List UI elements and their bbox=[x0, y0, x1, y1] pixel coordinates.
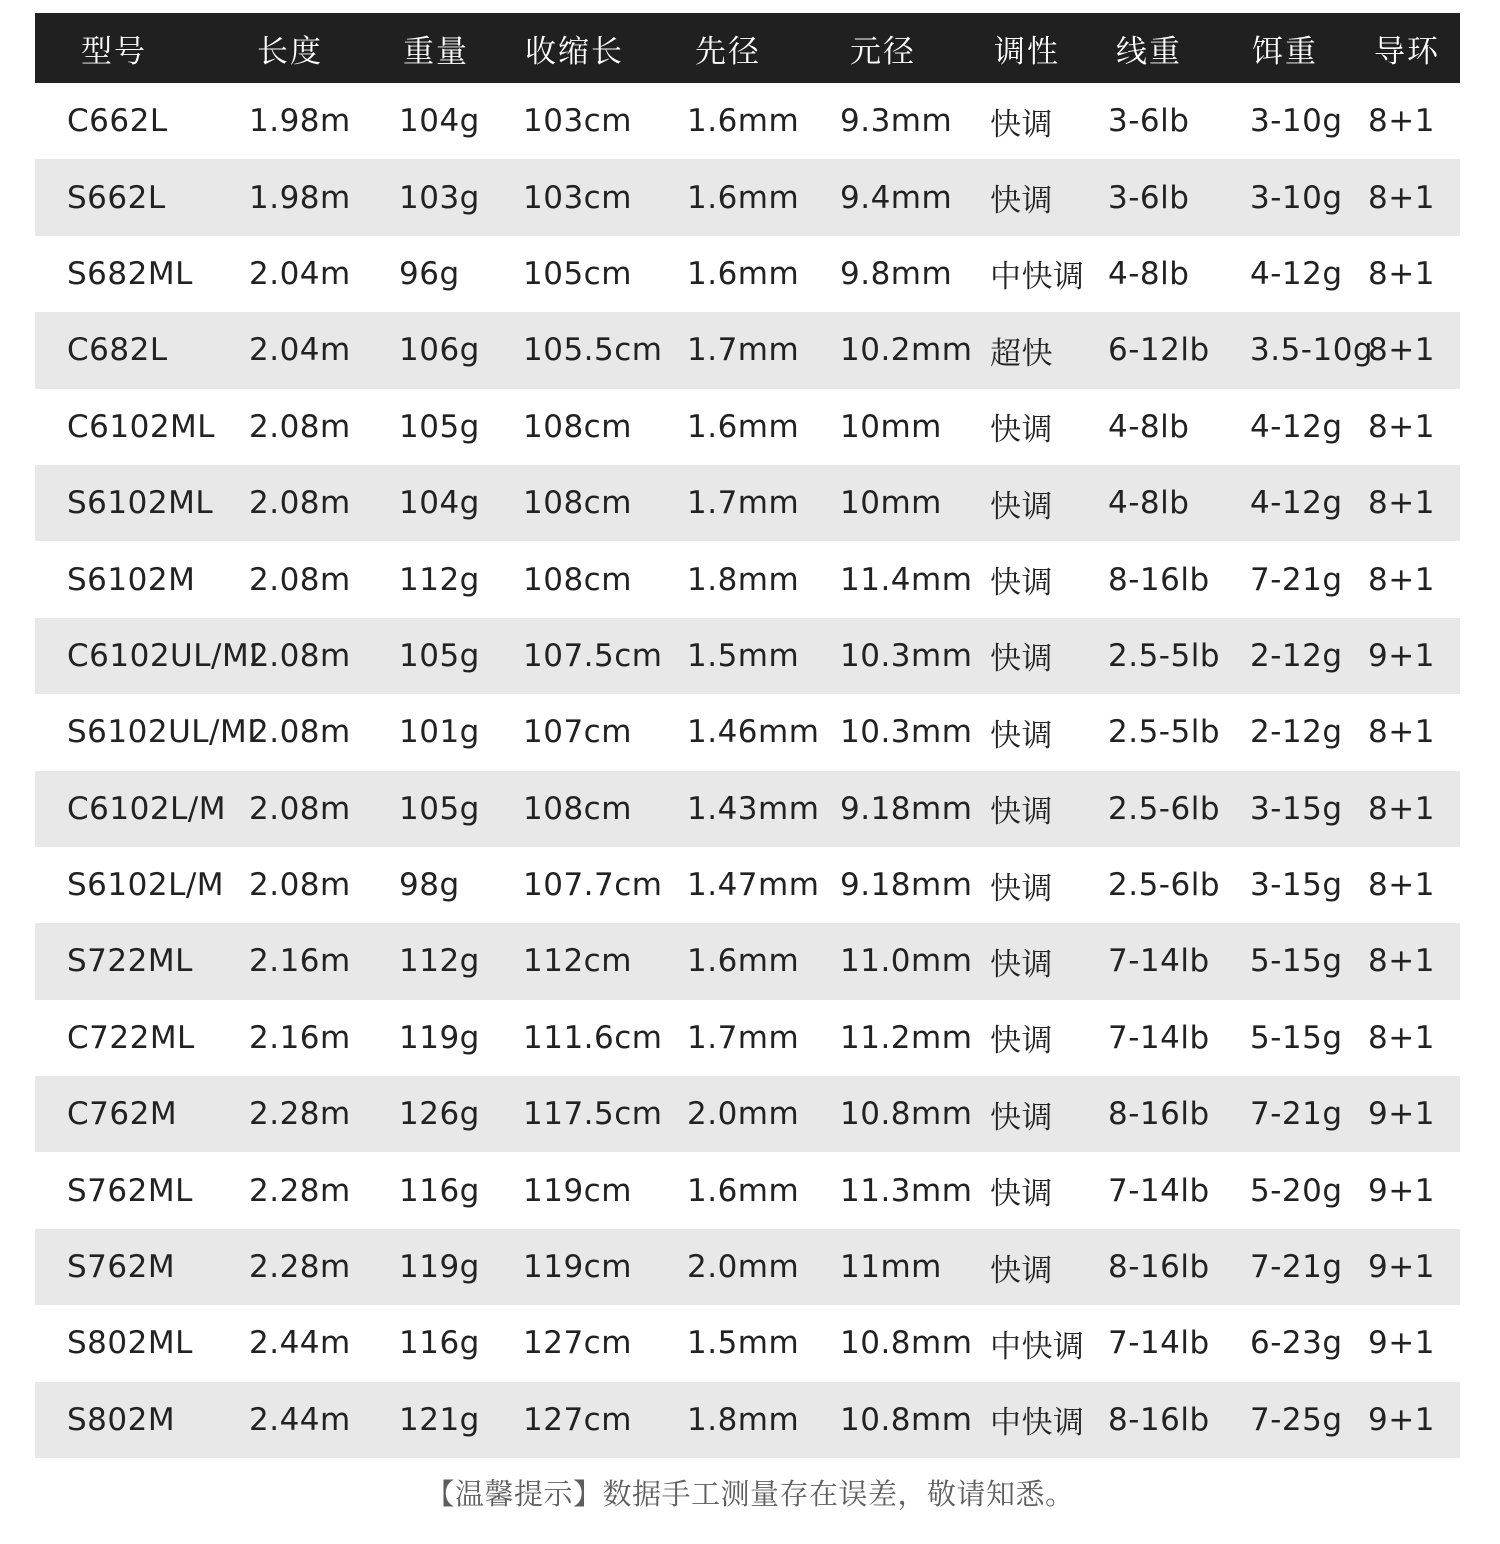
cell-guides: 8+1 bbox=[1368, 561, 1435, 598]
cell-weight: 105g bbox=[399, 790, 480, 827]
cell-lure-weight: 3-10g bbox=[1250, 103, 1343, 140]
cell-tip-diameter: 1.5mm bbox=[687, 637, 800, 674]
header-lure-weight: 饵重 bbox=[1252, 33, 1318, 70]
cell-butt-diameter: 10.8mm bbox=[840, 1096, 973, 1133]
cell-action: 快调 bbox=[990, 717, 1053, 754]
cell-lure-weight: 7-21g bbox=[1250, 1249, 1343, 1286]
cell-folded-length: 119cm bbox=[523, 1249, 632, 1286]
cell-guides: 8+1 bbox=[1368, 408, 1435, 445]
cell-line-weight: 4-8lb bbox=[1108, 255, 1190, 292]
cell-line-weight: 7-14lb bbox=[1108, 943, 1210, 980]
cell-action: 快调 bbox=[990, 183, 1053, 220]
cell-line-weight: 8-16lb bbox=[1108, 1096, 1210, 1133]
cell-butt-diameter: 10.8mm bbox=[840, 1325, 973, 1362]
cell-butt-diameter: 9.18mm bbox=[840, 867, 973, 904]
cell-model: C6102ML bbox=[67, 408, 216, 445]
cell-folded-length: 111.6cm bbox=[523, 1019, 663, 1056]
cell-folded-length: 108cm bbox=[523, 790, 632, 827]
cell-line-weight: 2.5-6lb bbox=[1108, 867, 1220, 904]
cell-lure-weight: 3.5-10g bbox=[1250, 332, 1374, 369]
table-row bbox=[35, 1000, 1460, 1076]
cell-folded-length: 127cm bbox=[523, 1401, 632, 1438]
cell-guides: 8+1 bbox=[1368, 943, 1435, 980]
cell-folded-length: 108cm bbox=[523, 561, 632, 598]
cell-length: 2.16m bbox=[249, 1019, 351, 1056]
cell-weight: 116g bbox=[399, 1172, 480, 1209]
cell-guides: 8+1 bbox=[1368, 1019, 1435, 1056]
cell-guides: 9+1 bbox=[1368, 1096, 1435, 1133]
cell-length: 2.28m bbox=[249, 1096, 351, 1133]
table-row bbox=[35, 771, 1460, 847]
cell-action: 快调 bbox=[990, 1099, 1053, 1136]
cell-guides: 9+1 bbox=[1368, 1249, 1435, 1286]
cell-length: 2.44m bbox=[249, 1401, 351, 1438]
cell-tip-diameter: 1.7mm bbox=[687, 332, 800, 369]
cell-butt-diameter: 10.2mm bbox=[840, 332, 973, 369]
cell-action: 中快调 bbox=[990, 259, 1085, 296]
cell-butt-diameter: 11.2mm bbox=[840, 1019, 973, 1056]
cell-line-weight: 7-14lb bbox=[1108, 1019, 1210, 1056]
cell-butt-diameter: 9.3mm bbox=[840, 103, 953, 140]
cell-length: 1.98m bbox=[249, 179, 351, 216]
cell-length: 2.16m bbox=[249, 943, 351, 980]
cell-action: 快调 bbox=[990, 1252, 1053, 1289]
table-row bbox=[35, 618, 1460, 694]
cell-guides: 8+1 bbox=[1368, 485, 1435, 522]
cell-weight: 105g bbox=[399, 408, 480, 445]
cell-action: 快调 bbox=[990, 488, 1053, 525]
table-row bbox=[35, 83, 1460, 159]
table-row bbox=[35, 159, 1460, 235]
cell-lure-weight: 3-15g bbox=[1250, 790, 1343, 827]
cell-line-weight: 4-8lb bbox=[1108, 485, 1190, 522]
cell-weight: 112g bbox=[399, 561, 480, 598]
cell-folded-length: 105cm bbox=[523, 255, 632, 292]
header-weight: 重量 bbox=[403, 33, 469, 70]
cell-folded-length: 119cm bbox=[523, 1172, 632, 1209]
cell-action: 快调 bbox=[990, 1023, 1053, 1060]
cell-folded-length: 103cm bbox=[523, 103, 632, 140]
cell-action: 快调 bbox=[990, 641, 1053, 678]
cell-guides: 8+1 bbox=[1368, 790, 1435, 827]
cell-weight: 105g bbox=[399, 637, 480, 674]
table-row bbox=[35, 923, 1460, 999]
cell-butt-diameter: 10.3mm bbox=[840, 637, 973, 674]
cell-length: 2.08m bbox=[249, 867, 351, 904]
cell-weight: 106g bbox=[399, 332, 480, 369]
cell-weight: 98g bbox=[399, 867, 460, 904]
table-row bbox=[35, 236, 1460, 312]
cell-line-weight: 2.5-5lb bbox=[1108, 714, 1220, 751]
cell-model: C6102L/M bbox=[67, 790, 226, 827]
cell-weight: 112g bbox=[399, 943, 480, 980]
cell-length: 2.04m bbox=[249, 332, 351, 369]
cell-model: S762M bbox=[67, 1249, 176, 1286]
cell-model: C722ML bbox=[67, 1019, 195, 1056]
cell-model: S682ML bbox=[67, 255, 193, 292]
cell-tip-diameter: 1.6mm bbox=[687, 255, 800, 292]
cell-tip-diameter: 1.8mm bbox=[687, 561, 800, 598]
cell-model: S762ML bbox=[67, 1172, 193, 1209]
cell-line-weight: 4-8lb bbox=[1108, 408, 1190, 445]
table-row bbox=[35, 1382, 1460, 1458]
cell-action: 快调 bbox=[990, 870, 1053, 907]
header-line-weight: 线重 bbox=[1116, 33, 1182, 70]
spec-table bbox=[35, 13, 1460, 1458]
cell-lure-weight: 3-10g bbox=[1250, 179, 1343, 216]
cell-folded-length: 108cm bbox=[523, 485, 632, 522]
cell-weight: 126g bbox=[399, 1096, 480, 1133]
table-header bbox=[35, 13, 1460, 83]
cell-model: S802ML bbox=[67, 1325, 193, 1362]
cell-lure-weight: 7-21g bbox=[1250, 561, 1343, 598]
cell-length: 2.08m bbox=[249, 637, 351, 674]
header-guides: 导环 bbox=[1374, 33, 1440, 70]
cell-line-weight: 8-16lb bbox=[1108, 1249, 1210, 1286]
header-butt-diameter: 元径 bbox=[850, 33, 916, 70]
cell-weight: 103g bbox=[399, 179, 480, 216]
cell-action: 超快 bbox=[990, 335, 1053, 372]
table-row bbox=[35, 541, 1460, 617]
cell-guides: 9+1 bbox=[1368, 637, 1435, 674]
cell-lure-weight: 5-15g bbox=[1250, 943, 1343, 980]
cell-tip-diameter: 1.46mm bbox=[687, 714, 820, 751]
cell-tip-diameter: 1.6mm bbox=[687, 1172, 800, 1209]
cell-model: S722ML bbox=[67, 943, 193, 980]
cell-model: C662L bbox=[67, 103, 168, 140]
cell-length: 2.08m bbox=[249, 485, 351, 522]
cell-model: C682L bbox=[67, 332, 168, 369]
header-length: 长度 bbox=[257, 33, 323, 70]
cell-lure-weight: 7-25g bbox=[1250, 1401, 1343, 1438]
cell-guides: 8+1 bbox=[1368, 332, 1435, 369]
table-row bbox=[35, 1076, 1460, 1152]
cell-tip-diameter: 1.6mm bbox=[687, 103, 800, 140]
cell-lure-weight: 3-15g bbox=[1250, 867, 1343, 904]
cell-folded-length: 117.5cm bbox=[523, 1096, 663, 1133]
header-folded-length: 收缩长 bbox=[525, 33, 624, 70]
table-row bbox=[35, 389, 1460, 465]
cell-length: 2.08m bbox=[249, 561, 351, 598]
cell-guides: 8+1 bbox=[1368, 255, 1435, 292]
table-row bbox=[35, 465, 1460, 541]
table-row bbox=[35, 1152, 1460, 1228]
cell-line-weight: 7-14lb bbox=[1108, 1172, 1210, 1209]
cell-butt-diameter: 9.18mm bbox=[840, 790, 973, 827]
cell-action: 快调 bbox=[990, 946, 1053, 983]
cell-folded-length: 112cm bbox=[523, 943, 632, 980]
cell-folded-length: 107.7cm bbox=[523, 867, 663, 904]
cell-butt-diameter: 11mm bbox=[840, 1249, 942, 1286]
cell-lure-weight: 5-15g bbox=[1250, 1019, 1343, 1056]
cell-tip-diameter: 1.43mm bbox=[687, 790, 820, 827]
table-row bbox=[35, 1305, 1460, 1381]
cell-folded-length: 107cm bbox=[523, 714, 632, 751]
cell-length: 2.44m bbox=[249, 1325, 351, 1362]
cell-tip-diameter: 1.6mm bbox=[687, 943, 800, 980]
cell-model: S6102UL/ML bbox=[67, 714, 265, 751]
cell-butt-diameter: 11.3mm bbox=[840, 1172, 973, 1209]
cell-lure-weight: 4-12g bbox=[1250, 255, 1343, 292]
cell-tip-diameter: 1.5mm bbox=[687, 1325, 800, 1362]
cell-weight: 96g bbox=[399, 255, 460, 292]
cell-guides: 9+1 bbox=[1368, 1325, 1435, 1362]
cell-weight: 119g bbox=[399, 1019, 480, 1056]
cell-tip-diameter: 1.6mm bbox=[687, 408, 800, 445]
cell-length: 2.04m bbox=[249, 255, 351, 292]
cell-lure-weight: 7-21g bbox=[1250, 1096, 1343, 1133]
cell-action: 快调 bbox=[990, 412, 1053, 449]
header-model: 型号 bbox=[81, 33, 147, 70]
cell-model: S6102L/M bbox=[67, 867, 225, 904]
cell-butt-diameter: 10mm bbox=[840, 485, 942, 522]
cell-action: 快调 bbox=[990, 1176, 1053, 1213]
table-row bbox=[35, 1229, 1460, 1305]
cell-line-weight: 2.5-6lb bbox=[1108, 790, 1220, 827]
cell-line-weight: 3-6lb bbox=[1108, 103, 1190, 140]
table-row bbox=[35, 312, 1460, 388]
cell-weight: 104g bbox=[399, 485, 480, 522]
cell-butt-diameter: 10.8mm bbox=[840, 1401, 973, 1438]
cell-butt-diameter: 11.4mm bbox=[840, 561, 973, 598]
cell-guides: 8+1 bbox=[1368, 867, 1435, 904]
cell-butt-diameter: 9.4mm bbox=[840, 179, 953, 216]
cell-length: 1.98m bbox=[249, 103, 351, 140]
cell-guides: 8+1 bbox=[1368, 103, 1435, 140]
cell-guides: 9+1 bbox=[1368, 1401, 1435, 1438]
cell-weight: 121g bbox=[399, 1401, 480, 1438]
cell-folded-length: 107.5cm bbox=[523, 637, 663, 674]
table-body bbox=[35, 83, 1460, 1458]
cell-folded-length: 108cm bbox=[523, 408, 632, 445]
cell-model: S662L bbox=[67, 179, 166, 216]
cell-weight: 101g bbox=[399, 714, 480, 751]
cell-action: 快调 bbox=[990, 565, 1053, 602]
cell-model: S802M bbox=[67, 1401, 176, 1438]
cell-guides: 8+1 bbox=[1368, 179, 1435, 216]
cell-lure-weight: 6-23g bbox=[1250, 1325, 1343, 1362]
cell-tip-diameter: 2.0mm bbox=[687, 1249, 800, 1286]
cell-butt-diameter: 11.0mm bbox=[840, 943, 973, 980]
cell-length: 2.08m bbox=[249, 408, 351, 445]
cell-butt-diameter: 9.8mm bbox=[840, 255, 953, 292]
cell-line-weight: 7-14lb bbox=[1108, 1325, 1210, 1362]
cell-weight: 119g bbox=[399, 1249, 480, 1286]
cell-tip-diameter: 1.7mm bbox=[687, 1019, 800, 1056]
cell-model: S6102ML bbox=[67, 485, 214, 522]
cell-line-weight: 8-16lb bbox=[1108, 1401, 1210, 1438]
cell-tip-diameter: 1.7mm bbox=[687, 485, 800, 522]
cell-lure-weight: 2-12g bbox=[1250, 637, 1343, 674]
cell-length: 2.08m bbox=[249, 790, 351, 827]
header-action: 调性 bbox=[994, 33, 1060, 70]
cell-lure-weight: 5-20g bbox=[1250, 1172, 1343, 1209]
cell-action: 中快调 bbox=[990, 1405, 1085, 1442]
table-row bbox=[35, 847, 1460, 923]
cell-lure-weight: 2-12g bbox=[1250, 714, 1343, 751]
cell-tip-diameter: 1.47mm bbox=[687, 867, 820, 904]
measurement-note: 【温馨提示】数据手工测量存在误差，敬请知悉。 bbox=[425, 1477, 1075, 1511]
cell-tip-diameter: 1.8mm bbox=[687, 1401, 800, 1438]
cell-length: 2.28m bbox=[249, 1249, 351, 1286]
cell-action: 快调 bbox=[990, 794, 1053, 831]
cell-tip-diameter: 2.0mm bbox=[687, 1096, 800, 1133]
cell-tip-diameter: 1.6mm bbox=[687, 179, 800, 216]
cell-weight: 104g bbox=[399, 103, 480, 140]
cell-butt-diameter: 10mm bbox=[840, 408, 942, 445]
cell-guides: 8+1 bbox=[1368, 714, 1435, 751]
cell-model: S6102M bbox=[67, 561, 196, 598]
cell-length: 2.28m bbox=[249, 1172, 351, 1209]
cell-butt-diameter: 10.3mm bbox=[840, 714, 973, 751]
cell-lure-weight: 4-12g bbox=[1250, 408, 1343, 445]
cell-line-weight: 6-12lb bbox=[1108, 332, 1210, 369]
cell-action: 快调 bbox=[990, 106, 1053, 143]
cell-lure-weight: 4-12g bbox=[1250, 485, 1343, 522]
table-row bbox=[35, 694, 1460, 770]
cell-line-weight: 8-16lb bbox=[1108, 561, 1210, 598]
cell-action: 中快调 bbox=[990, 1328, 1085, 1365]
cell-line-weight: 3-6lb bbox=[1108, 179, 1190, 216]
cell-folded-length: 103cm bbox=[523, 179, 632, 216]
cell-model: C6102UL/ML bbox=[67, 637, 267, 674]
cell-model: C762M bbox=[67, 1096, 178, 1133]
cell-folded-length: 105.5cm bbox=[523, 332, 663, 369]
header-tip-diameter: 先径 bbox=[695, 33, 761, 70]
cell-length: 2.08m bbox=[249, 714, 351, 751]
cell-guides: 9+1 bbox=[1368, 1172, 1435, 1209]
cell-weight: 116g bbox=[399, 1325, 480, 1362]
cell-folded-length: 127cm bbox=[523, 1325, 632, 1362]
cell-line-weight: 2.5-5lb bbox=[1108, 637, 1220, 674]
